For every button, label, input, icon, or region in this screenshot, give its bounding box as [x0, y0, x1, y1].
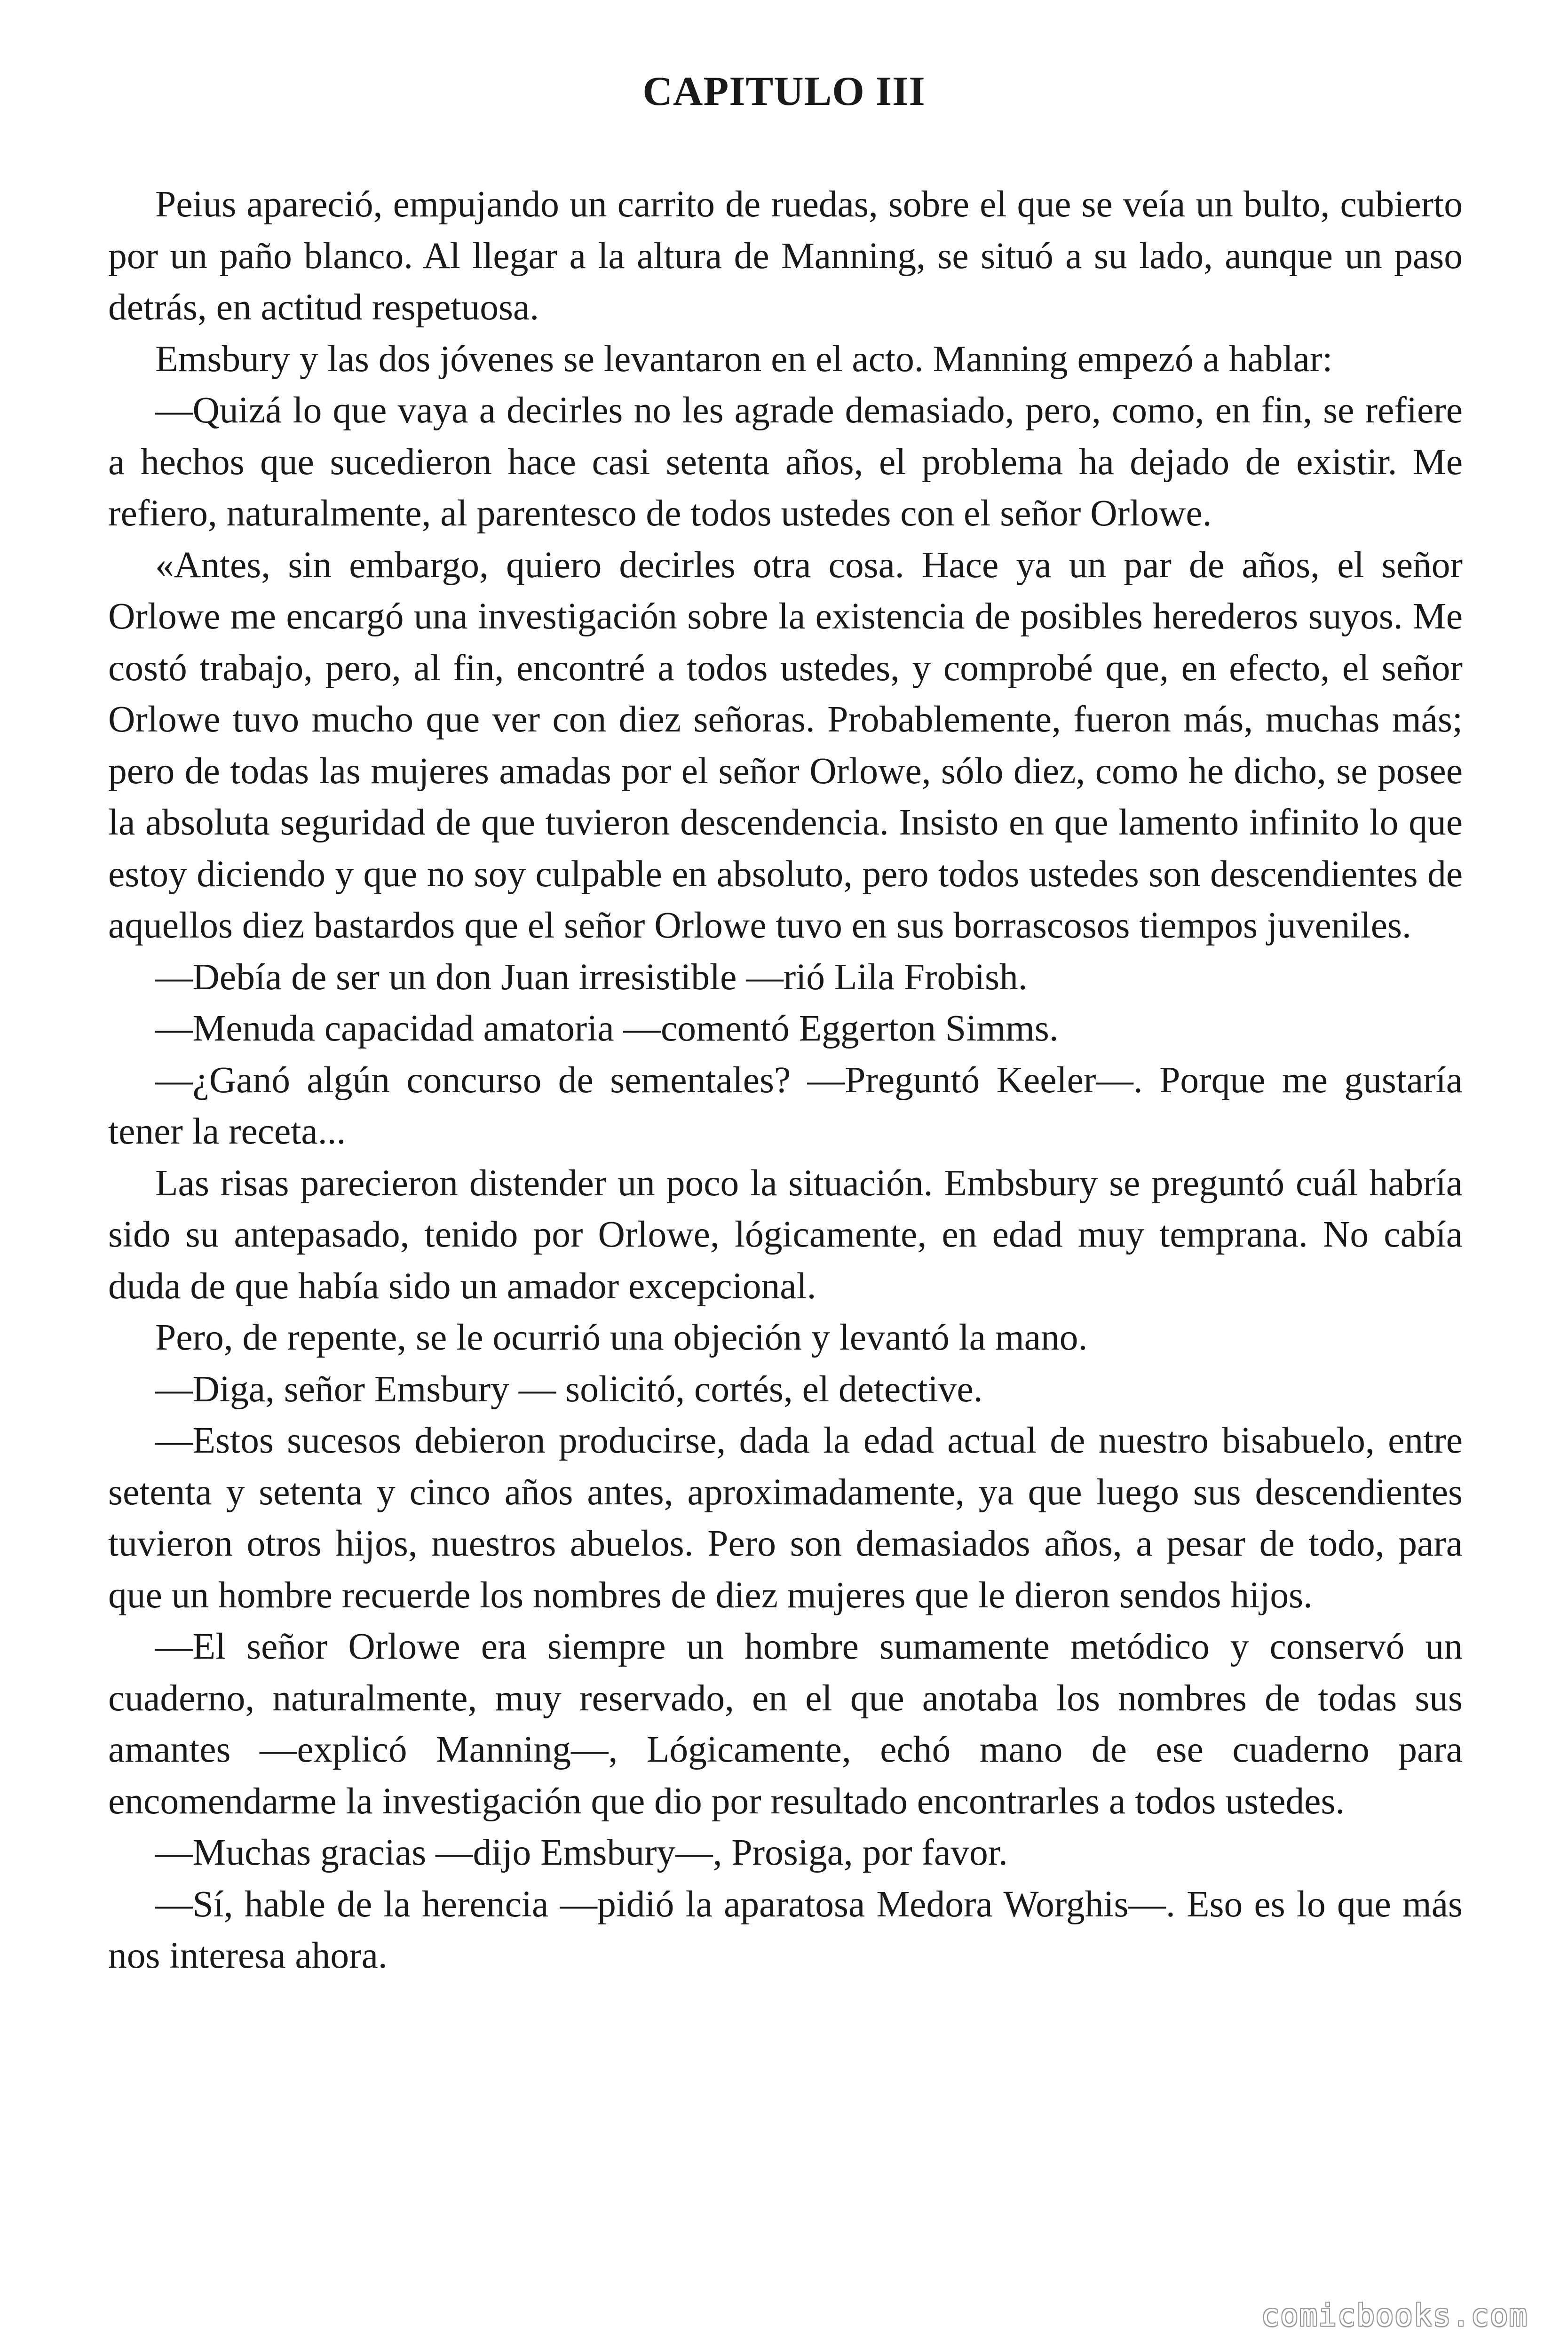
- paragraph: —Quizá lo que vaya a decirles no les agrade demasiado, pero, como, en fin, se refiere a hechos que sucedieron hace casi setenta años, el problema ha dejado de existir. Me refiero, naturalmente, al parentesco de todos ustedes con el señor Orlowe.: [108, 389, 1463, 534]
- paragraph: —Sí, hable de la herencia —pidió la aparatosa Medora Worghis—. Eso es lo que más nos interesa ahora.: [108, 1883, 1463, 1976]
- chapter-title: CAPITULO III: [642, 69, 926, 114]
- paragraph: —¿Ganó algún concurso de sementales? —Preguntó Keeler—. Porque me gustaría tener la receta...: [108, 1059, 1463, 1152]
- body-text: [108, 179, 1463, 1982]
- paragraph: —Menuda capacidad amatoria —comentó Eggerton Simms.: [155, 1008, 1059, 1049]
- paragraph: —Estos sucesos debieron producirse, dada la edad actual de nuestro bisabuelo, entre setenta y setenta y cinco años antes, aproximadamente, ya que luego sus descendientes tuvieron otros hijos, nuestros abuelos. Pero son demasiados años, a pesar de todo, para que un hombre recuerde los nombres de diez mujeres que le dieron sendos hijos.: [108, 1420, 1463, 1616]
- paragraph: —Debía de ser un don Juan irresistible —rió Lila Frobish.: [155, 956, 1028, 998]
- paragraph: Pero, de repente, se le ocurrió una objeción y levantó la mano.: [155, 1317, 1088, 1358]
- paragraph: —Diga, señor Emsbury — solicitó, cortés, el detective.: [155, 1368, 983, 1410]
- paragraph: Emsbury y las dos jóvenes se levantaron en el acto. Manning empezó a hablar:: [155, 338, 1333, 380]
- paragraph: —Muchas gracias —dijo Emsbury—, Prosiga, por favor.: [155, 1832, 1008, 1873]
- paragraph: «Antes, sin embargo, quiero decirles otra cosa. Hace ya un par de años, el señor Orlowe me encargó una investigación sobre la existencia de posibles herederos suyos. Me costó trabajo, pero, al fin, encontré a todos ustedes, y comprobé que, en efecto, el señor Orlowe tuvo mucho que ver con diez señoras. Probablemente, fueron más, muchas más; pero de todas las mujeres amadas por el señor Orlowe, sólo diez, como he dicho, se posee la absoluta seguridad de que tuvieron descendencia. Insisto en que lamento infinito lo que estoy diciendo y que no soy culpable en absoluto, pero todos ustedes son descendientes de aquellos diez bastardos que el señor Orlowe tuvo en sus borrascosos tiempos juveniles.: [108, 544, 1463, 946]
- paragraph: Peius apareció, empujando un carrito de ruedas, sobre el que se veía un bulto, cubierto por un paño blanco. Al llegar a la altura de Manning, se situó a su lado, aunque un paso detrás, en actitud respetuosa.: [108, 183, 1463, 328]
- paragraph: Las risas parecieron distender un poco la situación. Embsbury se preguntó cuál habría sido su antepasado, tenido por Orlowe, lógicamente, en edad muy temprana. No cabía duda de que había sido un amador excepcional.: [108, 1162, 1463, 1307]
- watermark: comicbooks.com: [1261, 2298, 1528, 2333]
- paragraph: —El señor Orlowe era siempre un hombre sumamente metódico y conservó un cuaderno, naturalmente, muy reservado, en el que anotaba los nombres de todas sus amantes —explicó Manning—, Lógicamente, echó mano de ese cuaderno para encomendarme la investigación que dio por resultado encontrarles a todos ustedes.: [108, 1626, 1463, 1822]
